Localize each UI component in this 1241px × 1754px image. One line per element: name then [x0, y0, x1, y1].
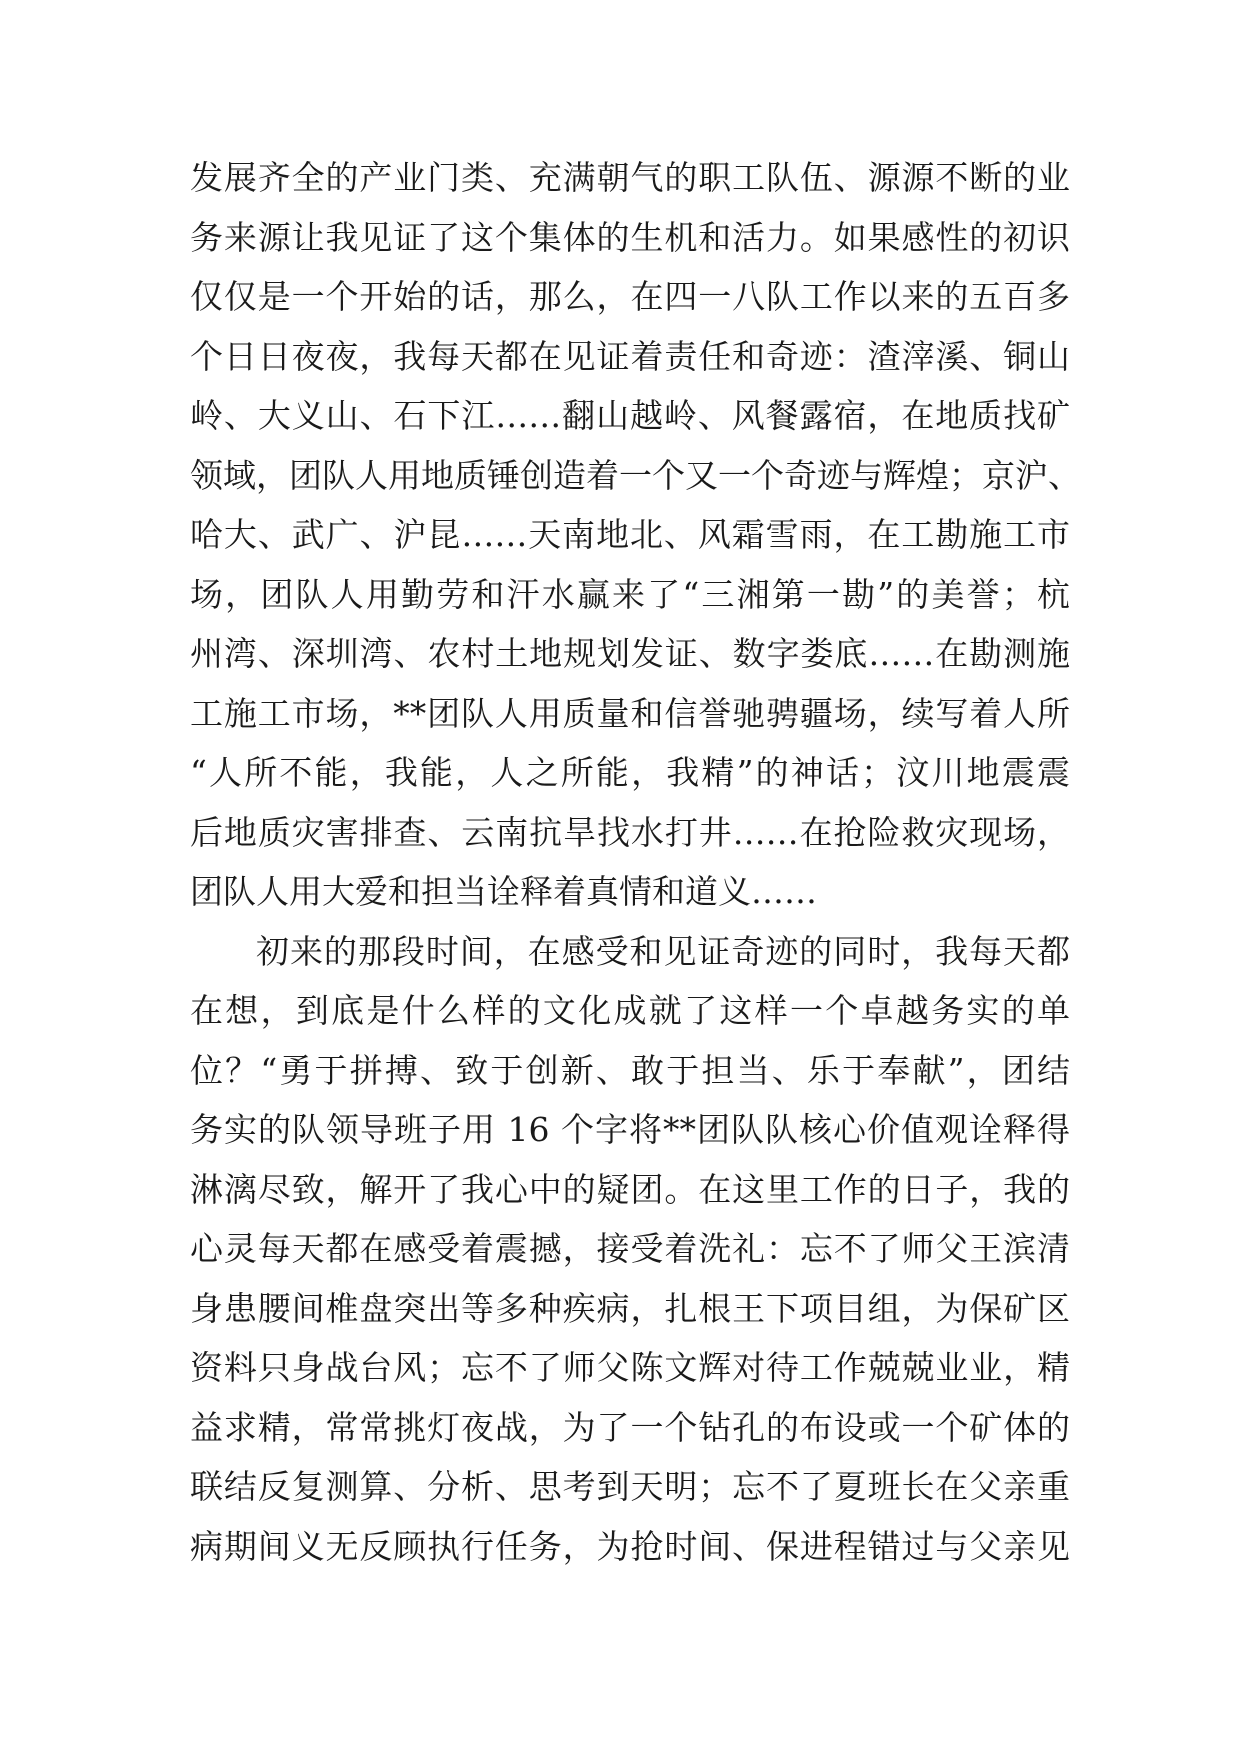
text-line: 发展齐全的产业门类、充满朝气的职工队伍、源源不断的业 [190, 158, 1070, 197]
text-line: 在想，到底是什么样的文化成就了这样一个卓越务实的单 [190, 991, 1070, 1030]
text-line: 个日日夜夜，我每天都在见证着责任和奇迹：渣滓溪、铜山 [190, 336, 1070, 376]
text-line: 心灵每天都在感受着震撼，接受着洗礼：忘不了师父王滨清 [190, 1229, 1070, 1268]
text-line: 仅仅是一个开始的话，那么，在四一八队工作以来的五百多 [190, 277, 1070, 316]
paragraph-2 [190, 922, 1070, 1577]
text-line: 益求精，常常挑灯夜战，为了一个钻孔的布设或一个矿体的 [190, 1407, 1070, 1447]
paragraph-1 [190, 148, 1081, 922]
text-line: 淋漓尽致，解开了我心中的疑团。在这里工作的日子，我的 [190, 1169, 1070, 1209]
text-line: 务来源让我见证了这个集体的生机和活力。如果感性的初识 [190, 217, 1070, 257]
text-line: 领域，团队人用地质锤创造着一个又一个奇迹与辉煌；京沪、 [190, 455, 1081, 495]
text-line: 资料只身战台风；忘不了师父陈文辉对待工作兢兢业业，精 [190, 1348, 1070, 1387]
text-line: 病期间义无反顾执行任务，为抢时间、保进程错过与父亲见 [190, 1526, 1070, 1566]
text-line: 初来的那段时间，在感受和见证奇迹的同时，我每天都 [256, 931, 1070, 971]
text-line: 联结反复测算、分析、思考到天明；忘不了夏班长在父亲重 [190, 1467, 1070, 1506]
body-text [190, 148, 1081, 1576]
text-line: 后地质灾害排查、云南抗旱找水打井……在抢险救灾现场， [190, 812, 1070, 852]
text-line: 身患腰间椎盘突出等多种疾病，扎根王下项目组，为保矿区 [190, 1288, 1070, 1328]
text-line: 哈大、武广、沪昆……天南地北、风霜雪雨，在工勘施工市 [190, 515, 1070, 554]
text-line: 州湾、深圳湾、农村土地规划发证、数字娄底……在勘测施 [190, 634, 1070, 673]
text-line: 场，团队人用勤劳和汗水赢来了“三湘第一勘”的美誉；杭 [190, 574, 1070, 614]
text-line: 工施工市场，**团队人用质量和信誉驰骋疆场，续写着人所 [190, 693, 1070, 733]
text-line: 位？“勇于拼搏、致于创新、敢于担当、乐于奉献”，团结 [190, 1050, 1070, 1090]
text-line: 团队人用大爱和担当诠释着真情和道义…… [190, 872, 817, 911]
text-line: 岭、大义山、石下江……翻山越岭、风餐露宿，在地质找矿 [190, 396, 1070, 435]
text-line: “人所不能，我能，人之所能，我精”的神话；汶川地震震 [190, 753, 1070, 792]
text-line: 务实的队领导班子用 16 个字将**团队队核心价值观诠释得 [190, 1110, 1070, 1149]
